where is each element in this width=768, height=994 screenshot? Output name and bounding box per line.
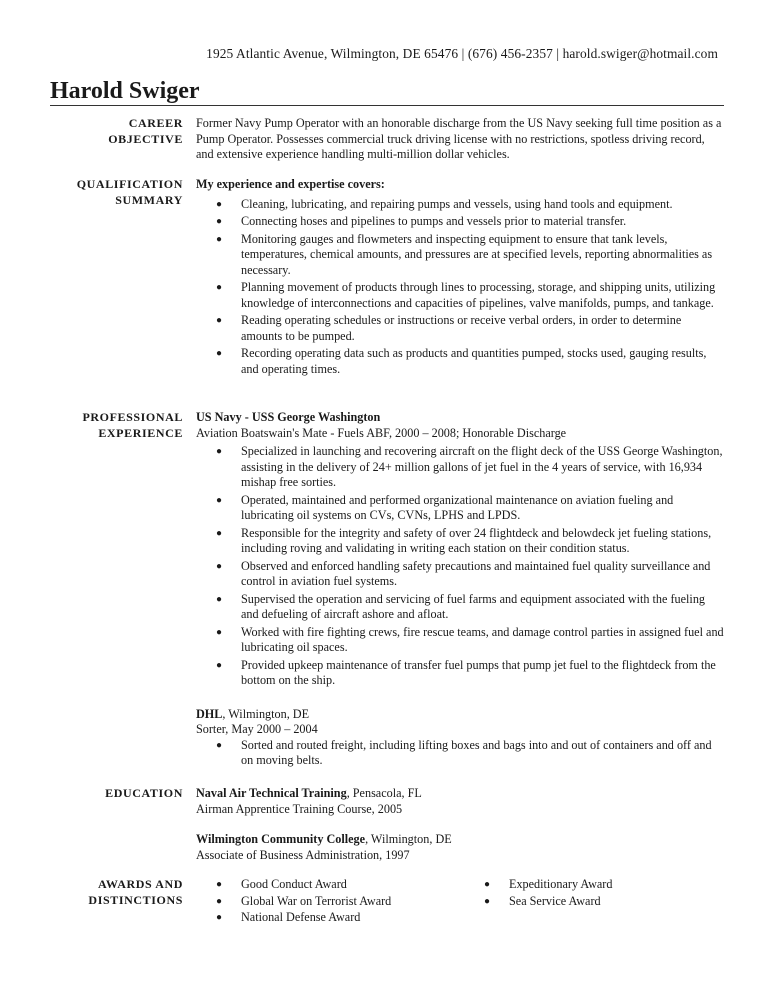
bullet-icon: ● (216, 912, 223, 923)
list-item: ● Observed and enforced handling safety precautions and maintained fuel quality surveillance and control in aviation fuel systems. (216, 558, 711, 588)
job-bullets (196, 444, 724, 689)
school-location: , Pensacola, FL (346, 786, 422, 800)
education-section (196, 786, 724, 863)
job-role: Aviation Boatswain's Mate - Fuels ABF, 2000 – 2008; Honorable Discharge (196, 425, 567, 440)
list-item: ● Planning movement of products through lines to processing, storage, and shipping units, utilizing knowledge of interconnections and capacities of pipelines, valve manifolds, pumps, and tankage. (216, 280, 716, 310)
header-divider (50, 105, 724, 106)
list-item: ● Cleaning, lubricating, and repairing pumps and vessels, using hand tools and equipment. (216, 196, 673, 211)
list-item: ● Worked with fire fighting crews, fire rescue teams, and damage control parties in assigned fuel and lubricating oil spaces. (216, 624, 724, 654)
bullet-icon: ● (484, 879, 491, 890)
awards-list-left (196, 877, 466, 927)
qualifications-section (196, 177, 724, 379)
list-item: ● Responsible for the integrity and safety of over 24 flightdeck and belowdeck jet fueling stations, including roving and validating in writing each station on their condition status. (216, 525, 712, 555)
bullet-icon: ● (216, 626, 223, 638)
bullet-icon: ● (216, 348, 223, 359)
bullet-icon: ● (216, 560, 223, 572)
school-location: , Wilmington, DE (365, 832, 452, 846)
bullet-icon: ● (216, 233, 223, 245)
bullet-icon: ● (216, 216, 223, 227)
section-label-experience: PROFESSIONAL EXPERIENCE (82, 410, 183, 440)
employer-name: US Navy - USS George Washington (196, 410, 381, 424)
section-label-qualifications: QUALIFICATION SUMMARY (76, 177, 183, 207)
section-label-awards: AWARDS AND DISTINCTIONS (88, 877, 183, 907)
list-item: ● Expeditionary Award (484, 877, 613, 891)
section-label-education: EDUCATION (105, 786, 183, 800)
job-role: Sorter, May 2000 – 2004 (196, 722, 318, 736)
bullet-icon: ● (216, 494, 223, 506)
qualifications-list (196, 197, 724, 378)
employer-location: , Wilmington, DE (222, 706, 310, 721)
section-label-objective: CAREER OBJECTIVE (108, 116, 183, 146)
employer-name: DHL (196, 706, 223, 721)
school-name: Naval Air Technical Training (196, 786, 347, 800)
experience-section (196, 410, 724, 771)
awards-list-right (464, 877, 724, 910)
list-item: ● Recording operating data such as products and quantities pumped, stocks used, gauging results, and operating times. (216, 346, 707, 376)
bullet-icon: ● (216, 527, 223, 539)
list-item: ● Reading operating schedules or instructions or receive verbal orders, in order to determine amounts to be pumped. (216, 313, 682, 343)
bullet-icon: ● (216, 895, 223, 907)
school-detail: Airman Apprentice Training Course, 2005 (196, 801, 403, 816)
list-item: ● Provided upkeep maintenance of transfer fuel pumps that pump jet fuel to the flightdeck from the bottom on the ship. (216, 657, 716, 687)
objective-section (196, 116, 724, 163)
list-item: ● Sea Service Award (484, 893, 601, 908)
list-item: ● Supervised the operation and servicing of fuel farms and equipment associated with the fueling and defueling of aircraft ashore and afloat. (216, 591, 706, 621)
list-item: ● Connecting hoses and pipelines to pumps and vessels prior to material transfer. (216, 214, 627, 228)
school-name: Wilmington Community College (196, 832, 366, 846)
list-item: ● Good Conduct Award (216, 877, 347, 891)
list-item: ● National Defense Award (216, 910, 361, 924)
bullet-icon: ● (216, 282, 223, 293)
bullet-icon: ● (216, 879, 223, 890)
school-entry (196, 786, 724, 817)
bullet-icon: ● (216, 659, 223, 671)
bullet-icon: ● (216, 198, 223, 210)
school-entry (196, 832, 724, 863)
list-item: ● Specialized in launching and recovering aircraft on the flight deck of the USS George Washington, assisting in the delivery of 24+ million gallons of jet fuel in the 4 years of service, with 16,934 mishap free sorties. (216, 444, 723, 489)
list-item: ● Global War on Terrorist Award (216, 893, 392, 908)
job-bullets (196, 738, 724, 769)
school-detail: Associate of Business Administration, 1997 (196, 847, 410, 862)
job-entry (196, 707, 724, 769)
list-item: ● Monitoring gauges and flowmeters and inspecting equipment to ensure that tank levels, temperatures, chemical amounts, and pressures are at specified levels, reporting abnormalities as necessary. (216, 231, 713, 277)
bullet-icon: ● (216, 739, 223, 751)
bullet-icon: ● (216, 446, 223, 457)
objective-text: Former Navy Pump Operator with an honorable discharge from the US Navy seeking full time position as a Pump Operator. Possesses commercial truck driving license with no restrictions, spotless driving record, and extensive experience handling multi-million dollar vehicles. (196, 116, 722, 161)
list-item: ● Sorted and routed freight, including lifting boxes and bags into and out of containers and off and on moving belts. (216, 737, 712, 767)
candidate-name: Harold Swiger (50, 78, 200, 104)
bullet-icon: ● (216, 315, 223, 326)
contact-line: 1925 Atlantic Avenue, Wilmington, DE 65476 | (676) 456-2357 | harold.swiger@hotmail.com (206, 46, 718, 61)
bullet-icon: ● (216, 593, 223, 605)
bullet-icon: ● (484, 895, 491, 907)
job-entry (196, 410, 724, 689)
qualifications-intro: My experience and expertise covers: (196, 177, 385, 191)
list-item: ● Operated, maintained and performed organizational maintenance on aviation fueling and lubricating oil systems on CVs, CVNs, LPHS and LPDS. (216, 492, 674, 522)
